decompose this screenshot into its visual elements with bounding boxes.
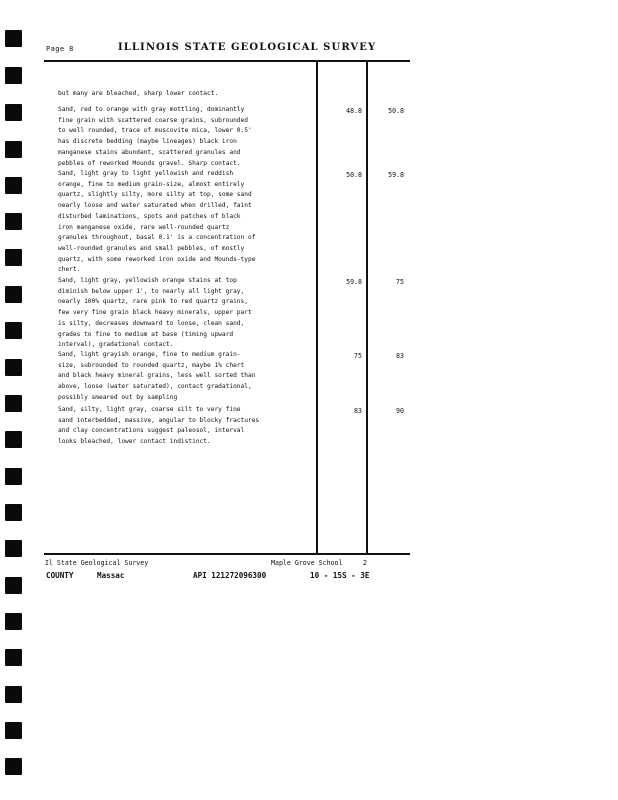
binder-hole — [5, 395, 22, 412]
page-number: Page 8 — [46, 45, 74, 53]
binder-hole — [5, 758, 22, 775]
log-entry — [58, 276, 316, 351]
entry-description: Sand, red to orange with gray mottling, dominantly fine grain with scattered coarse grains, subrounded to well rounded, trace of muscovite mica, lower 0.5' has discrete bedding (maybe lineages) black iron manganese stains abundant, scattered granules and pebbles of reworked Mounds gravel. Sharp contact. — [58, 106, 252, 167]
log-entry — [58, 350, 316, 404]
log-entry — [58, 89, 316, 100]
binder-hole — [5, 431, 22, 448]
footer-line-1 — [45, 559, 415, 569]
entry-top-depth: 75 — [354, 352, 362, 360]
location: 10 - 15S - 3E — [310, 571, 370, 580]
binder-hole — [5, 577, 22, 594]
well-number: 2 — [363, 559, 367, 567]
binder-hole — [5, 141, 22, 158]
entry-top-depth: 83 — [354, 407, 362, 415]
survey-name: Il State Geological Survey — [45, 559, 149, 567]
binder-hole — [5, 30, 22, 47]
entry-description: Sand, light grayish orange, fine to medium grain- size, subrounded to rounded quartz, maybe 1% chert and black heavy mineral grains, less well sorted than above, loose (water saturated), contact gradational, possibly smeared out by sampling — [58, 351, 256, 401]
binder-hole — [5, 177, 22, 194]
entry-bottom-depth: 75 — [396, 278, 404, 286]
binder-hole — [5, 286, 22, 303]
entry-bottom-depth: 83 — [396, 352, 404, 360]
well-name: Maple Grove School — [271, 559, 343, 567]
entry-description: but many are bleached, sharp lower contact. — [58, 90, 219, 97]
binder-hole — [5, 722, 22, 739]
footer-rule — [44, 553, 410, 555]
log-entry — [58, 105, 316, 169]
binder-hole — [5, 249, 22, 266]
entry-description: Sand, light gray to light yellowish and reddish orange, fine to medium grain-size, almost entirely quartz, slightly silty, more silty at top, some sand nearly loose and water saturated when drilled, faint disturbed laminations, spots and patches of black iron manganese oxide, rare well-rounded quartz granules throughout, basal 0.1' is a concentration of well-rounded granules and small pebbles, of mostly quartz, with some reworked iron oxide and Mounds-type chert. — [58, 170, 256, 274]
binder-hole — [5, 613, 22, 630]
header-rule — [44, 60, 410, 62]
binder-hole — [5, 649, 22, 666]
county-label: COUNTY — [46, 571, 74, 580]
county-name: Massac — [97, 571, 125, 580]
entry-top-depth: 50.8 — [346, 171, 362, 179]
binder-hole — [5, 468, 22, 485]
log-entry — [58, 169, 316, 276]
column-divider-left — [316, 61, 318, 553]
entry-description: Sand, light gray, yellowish orange stains at top diminish below upper 1', to nearly all light gray, nearly 100% quartz, rare pink to red quartz grains, few very fine grain black heavy minerals, upper part is silty, decreases downward to loose, clean sand, grades to fine to medium at base (timing upward interval), gradational contact. — [58, 277, 252, 349]
entry-description: Sand, silty, light gray, coarse silt to very fine sand interbedded, massive, angular to blocky fractures and clay concentrations suggest paleosol, interval looks bleached, lower contact indistinct. — [58, 406, 260, 446]
entry-bottom-depth: 50.8 — [388, 107, 404, 115]
page-header — [46, 42, 410, 56]
api-number: API 121272096300 — [193, 571, 267, 580]
column-divider-right — [366, 61, 368, 553]
binder-hole — [5, 67, 22, 84]
entry-top-depth: 48.8 — [346, 107, 362, 115]
binder-hole — [5, 359, 22, 376]
binder-hole — [5, 540, 22, 557]
binder-hole — [5, 504, 22, 521]
footer-line-2 — [45, 571, 415, 583]
binder-hole — [5, 104, 22, 121]
entry-top-depth: 59.8 — [346, 278, 362, 286]
binder-hole — [5, 322, 22, 339]
binder-hole — [5, 213, 22, 230]
entry-bottom-depth: 90 — [396, 407, 404, 415]
entry-bottom-depth: 59.8 — [388, 171, 404, 179]
page-title: ILLINOIS STATE GEOLOGICAL SURVEY — [118, 42, 377, 53]
binder-hole — [5, 686, 22, 703]
log-entry — [58, 405, 316, 448]
